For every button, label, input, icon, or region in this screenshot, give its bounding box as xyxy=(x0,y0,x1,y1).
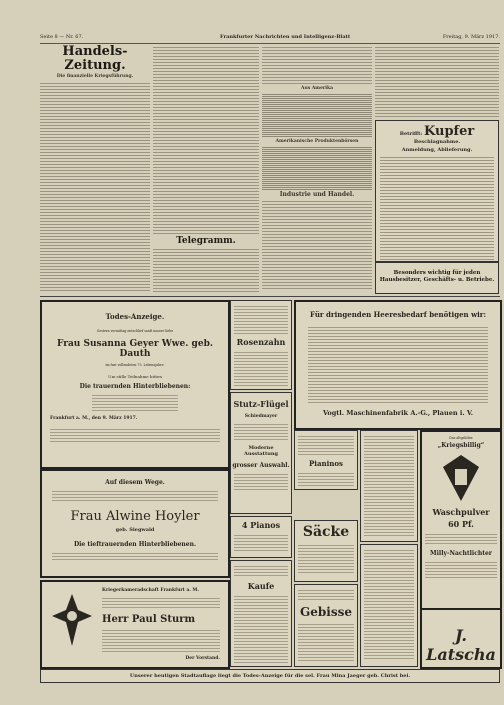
article-column-4 xyxy=(375,45,499,117)
kriegsbillig-name: „Kriegsbillig“ xyxy=(437,442,485,449)
special-notice-text: Besonders wichtig für jeden Hausbesitzer, Geschäfts- u. Betriebe. xyxy=(379,270,495,283)
stutz-title: Stutz-Flügel xyxy=(233,399,289,409)
finance-subtitle: Die finanzielle Kriegsführung. xyxy=(56,74,134,79)
death2-title: Auf diesem Wege. xyxy=(105,479,165,486)
page-number: Seite 8 — Nr. 67. xyxy=(40,34,84,40)
copper-ad xyxy=(375,120,499,262)
bottom-notice xyxy=(40,669,500,683)
telegrams-section xyxy=(153,236,259,294)
pianos4-title: 4 Pianos xyxy=(241,520,281,530)
death1-mourners: Die trauernden Hinterbliebenen: xyxy=(79,383,191,390)
death2-mourners: Die tieftrauernden Hinterbliebenen. xyxy=(73,541,197,548)
latscha-ad xyxy=(420,608,502,669)
iron-cross-icon xyxy=(48,590,96,650)
death1-name: Frau Susanna Geyer Wwe. geb. Dauth xyxy=(56,339,213,359)
milly-title: Milly-Nachtlichter xyxy=(430,550,492,557)
soap-package-icon xyxy=(441,453,481,503)
death2-name: Frau Alwine Hoyler xyxy=(70,509,200,524)
kriegsbillig-product: Waschpulver xyxy=(432,507,490,517)
telegrams-title: Telegramm. xyxy=(176,236,236,246)
death-notice-geyer xyxy=(40,300,230,469)
death1-plea: Um stille Teilnahme bitten xyxy=(108,374,162,379)
finance-body xyxy=(40,81,150,293)
gebisse-title: Gebisse xyxy=(300,605,352,619)
pianos-ad xyxy=(230,516,292,558)
page-date: Freitag, 9. März 1917. xyxy=(442,34,500,40)
death2-born: geb. Siegwald xyxy=(115,527,155,533)
iron-cross-emblem xyxy=(48,590,96,650)
latscha-logo: J. Latscha xyxy=(426,626,496,664)
saecke-ad xyxy=(294,520,358,582)
death1-age: im fast vollendeten 75. Lebensjahre. xyxy=(105,363,165,367)
death3-footer: Der Vorstand. xyxy=(185,656,220,661)
page-header xyxy=(40,33,500,44)
special-notice xyxy=(375,262,499,294)
rosenzahn-ad xyxy=(230,300,292,390)
kaufe-title: Kaufe xyxy=(247,581,275,591)
heeresbedarf-footer: Vogtl. Maschinenfabrik A.-G., Plauen i. V. xyxy=(322,409,474,417)
small-ads-column xyxy=(360,430,418,542)
stutz-big: grosser Auswahl. xyxy=(232,462,290,469)
death3-title: Kriegerkameradschaft Frankfurt a. M. xyxy=(102,588,199,593)
finance-title: Handels-Zeitung. xyxy=(62,45,128,73)
copper-ad-prefix: Betrifft: xyxy=(399,131,423,137)
heading-a: Aus Amerika xyxy=(300,86,334,91)
small-ads-column-2 xyxy=(360,544,418,667)
heading-c: Industrie und Handel. xyxy=(279,191,355,198)
finance-column xyxy=(40,45,150,293)
death1-place: Frankfurt a. M., den 9. März 1917. xyxy=(50,416,138,421)
pianinos-ad xyxy=(294,430,358,490)
copper-ad-sub: Anmeldung, Ablieferung. xyxy=(401,147,473,153)
masthead: Frankfurter Nachrichten und Intelligenz-Blatt xyxy=(220,34,351,40)
copper-ad-suffix: Beschlagnahme. xyxy=(413,139,461,145)
heeresbedarf-ad xyxy=(294,300,502,430)
death-notice-hoyler xyxy=(40,469,230,578)
bottom-notice-text: Unserer heutigen Stadtauflage liegt die Todes-Anzeige für die sel. Frau Mina Jaeger geb. Christ bei. xyxy=(129,673,411,679)
death3-name: Herr Paul Sturm xyxy=(102,614,196,625)
stutz-fluegel-ad xyxy=(230,392,292,514)
death-notice-sturm xyxy=(40,580,230,669)
article-column-3 xyxy=(262,45,372,293)
kaufe-ad xyxy=(230,560,292,667)
gebisse-ad xyxy=(294,584,358,667)
pianinos-title: Pianinos xyxy=(309,459,343,468)
rosenzahn-title: Rosenzahn xyxy=(236,337,286,347)
heeresbedarf-title: Für dringenden Heeresbedarf benötigen wir: xyxy=(309,310,487,319)
article-column-2 xyxy=(153,45,259,235)
heading-b: Amerikanische Produktenbörsen xyxy=(275,139,359,144)
stutz-sub: Schiedmayer xyxy=(244,414,278,419)
kriegsbillig-top: Das altgelobte xyxy=(449,436,473,440)
death1-title: Todes-Anzeige. xyxy=(105,312,165,321)
section-divider xyxy=(40,296,500,297)
stutz-mid: Moderne Ausstattung xyxy=(243,445,279,457)
kriegsbillig-price: 60 Pf. xyxy=(448,519,474,529)
copper-ad-word: Kupfer xyxy=(423,124,475,139)
saecke-title: Säcke xyxy=(302,524,350,540)
death1-intro: Gestern vormittag entschlief sanft unsere liebe xyxy=(96,329,174,333)
kriegsbillig-ad xyxy=(420,430,502,610)
